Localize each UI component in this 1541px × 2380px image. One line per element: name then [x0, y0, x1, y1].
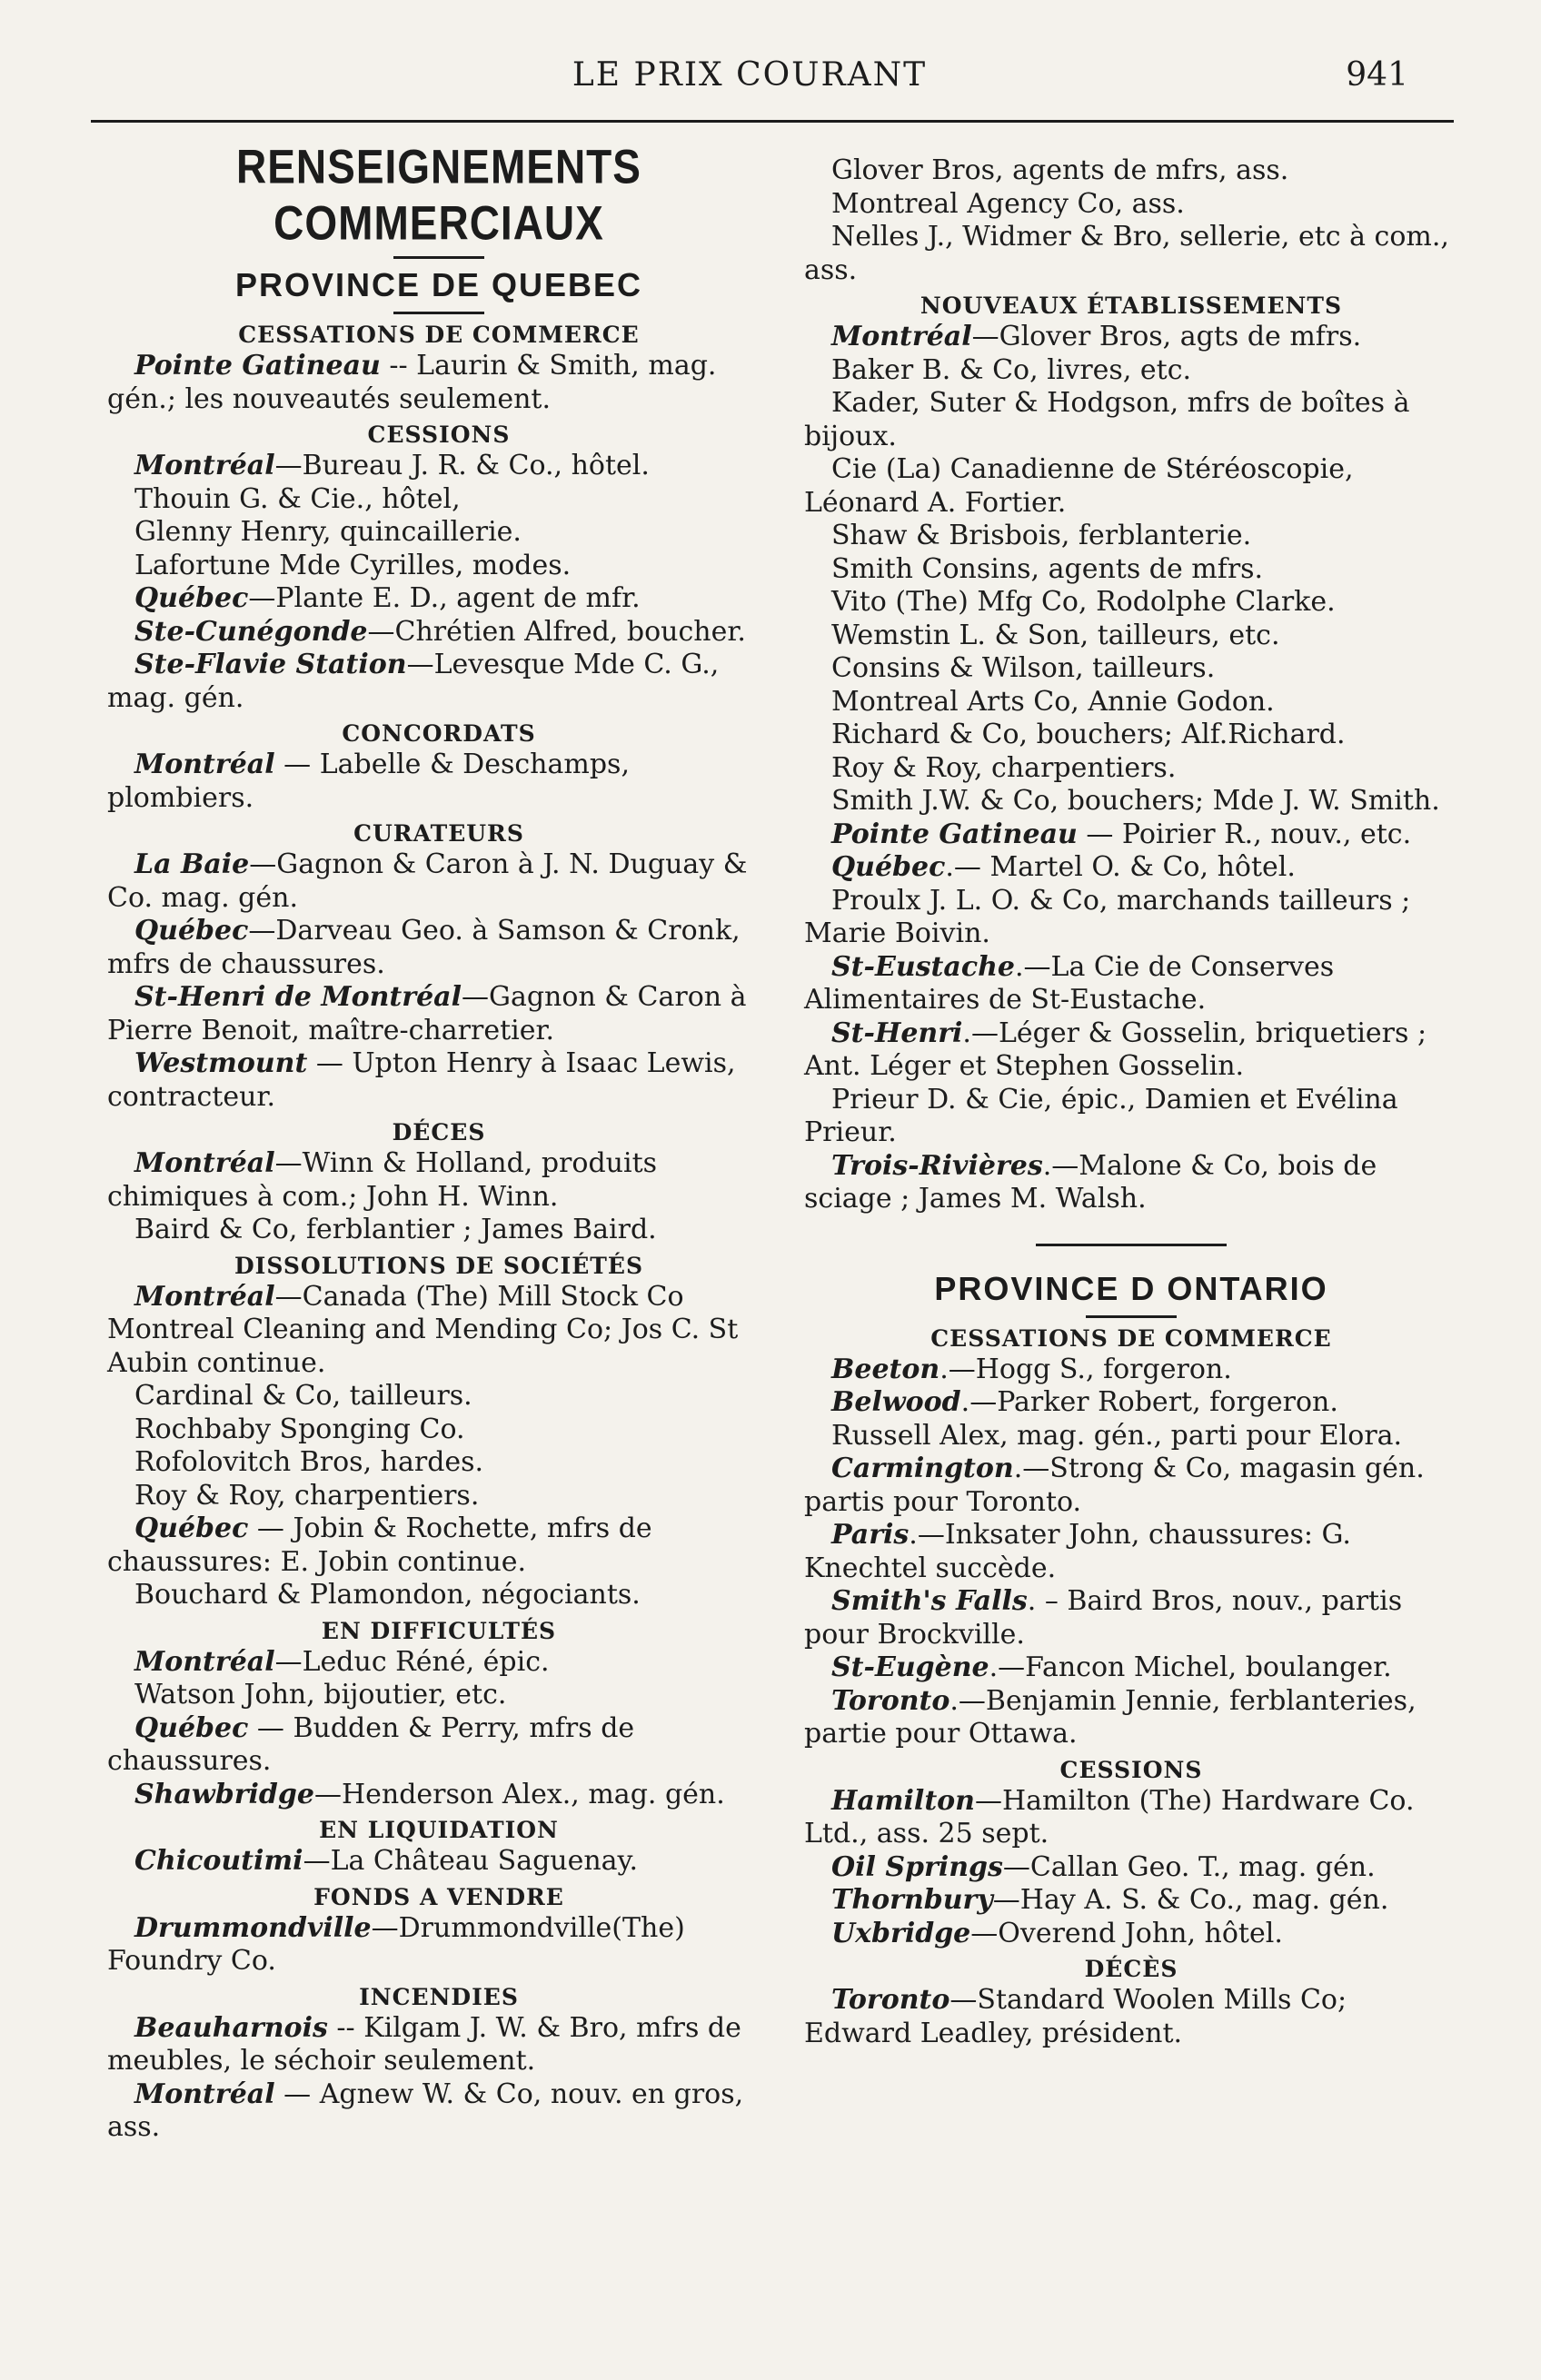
listing-entry: [804, 620, 1458, 653]
listing-entry: [804, 818, 1458, 852]
listing-entry: [804, 1150, 1458, 1216]
entry-text: . – Baird Bros, nouv., partis pour Brockville.: [804, 1585, 1403, 1651]
place-name: Montréal: [134, 1147, 275, 1179]
entry-text: .—Parker Robert, forgeron.: [960, 1386, 1338, 1418]
entry-text: —Standard Woolen Mills Co; Edward Leadley, président.: [804, 1984, 1347, 2049]
listing-entry: [804, 188, 1458, 222]
listing-entry: [804, 1386, 1458, 1420]
listing-entry: [804, 1884, 1458, 1918]
place-name: Québec: [134, 1711, 249, 1744]
listing-entry: [804, 885, 1458, 951]
listing-entry: [107, 1413, 770, 1447]
section-heading: CESSIONS: [1059, 1756, 1203, 1783]
entry-text: —Darveau Geo. à Samson & Cronk, mfrs de chaussures.: [107, 915, 741, 980]
listing-entry: [107, 550, 770, 583]
place-name: Drummondville: [134, 1911, 372, 1944]
place-name: Westmount: [134, 1047, 308, 1079]
divider: [1036, 1244, 1227, 1246]
entry-text: Glenny Henry, quincaillerie.: [134, 516, 522, 548]
section-heading: DISSOLUTIONS DE SOCIÉTÉS: [234, 1252, 644, 1279]
listing-entry: [804, 1354, 1458, 1387]
listing-entry: [804, 453, 1458, 520]
entry-text: Kader, Suter & Hodgson, mfrs de boîtes à bijoux.: [804, 387, 1410, 452]
entry-text: —Gagnon & Caron à J. N. Duguay & Co. mag. gén.: [107, 848, 748, 914]
running-title: LE PRIX COURANT: [572, 56, 928, 94]
place-name: Montréal: [134, 1645, 275, 1678]
listing-entry: [107, 1214, 770, 1247]
listing-entry: [804, 520, 1458, 553]
listing-entry: [804, 719, 1458, 752]
entry-text: — Labelle & Deschamps, plombiers.: [107, 749, 630, 814]
place-name: St-Henri: [831, 1016, 963, 1049]
entry-text: Roy & Roy, charpentiers.: [831, 751, 1177, 784]
entry-text: .—Strong & Co, magasin gén. partis pour Toronto.: [804, 1453, 1425, 1518]
listing-entry: [804, 1918, 1458, 1951]
province-heading-quebec: PROVINCE DE QUEBEC: [234, 266, 643, 303]
listing-entry: [107, 350, 770, 416]
listing-entry: [804, 1519, 1458, 1585]
entry-text: Montreal Agency Co, ass.: [831, 187, 1185, 220]
listing-entry: [804, 321, 1458, 354]
place-name: Oil Springs: [831, 1850, 1003, 1883]
place-name: Belwood: [831, 1386, 961, 1418]
entry-text: —Henderson Alex., mag. gén.: [313, 1778, 725, 1810]
entry-text: — Agnew W. & Co, nouv. en gros, ass.: [107, 2078, 744, 2143]
listing-entry: [804, 652, 1458, 686]
place-name: Beauharnois: [134, 2011, 328, 2044]
place-name: Montréal: [831, 321, 972, 352]
entry-text: .—Fancon Michel, boulanger.: [989, 1651, 1392, 1683]
section-heading: FONDS A VENDRE: [313, 1883, 564, 1910]
listing-entry: [804, 553, 1458, 587]
entry-text: Lafortune Mde Cyrilles, modes.: [134, 549, 572, 581]
place-name: Montréal: [134, 450, 275, 481]
entry-text: Roy & Roy, charpentiers.: [134, 1479, 480, 1512]
listing-entry: [804, 851, 1458, 885]
listing-entry: [804, 752, 1458, 786]
listing-entry: [804, 1084, 1458, 1150]
listing-entry: [107, 1845, 770, 1879]
ontario-sections: [804, 1325, 1458, 2051]
place-name: Beeton: [831, 1353, 940, 1385]
listing-entry: [107, 1147, 770, 1214]
section-heading: EN LIQUIDATION: [319, 1817, 559, 1843]
entry-text: .—Malone & Co, bois de sciage ; James M. Walsh.: [804, 1149, 1377, 1215]
place-name: Montréal: [134, 1280, 275, 1313]
listing-entry: [107, 1047, 770, 1114]
listing-entry: [804, 686, 1458, 719]
place-name: Chicoutimi: [134, 1845, 303, 1877]
place-name: Montréal: [134, 749, 275, 780]
entry-text: —Glover Bros, agts de mfrs.: [971, 321, 1362, 352]
entry-text: Prieur D. & Cie, épic., Damien et Evélina Prieur.: [804, 1083, 1398, 1148]
listing-entry: [107, 1679, 770, 1712]
place-name: Pointe Gatineau: [134, 350, 381, 382]
place-name: Pointe Gatineau: [831, 818, 1078, 850]
header-rule: [91, 120, 1454, 123]
divider: [393, 256, 484, 259]
place-name: Québec: [831, 851, 946, 883]
place-name: Hamilton: [831, 1784, 975, 1817]
listing-entry: [107, 2012, 770, 2078]
masthead: RENSEIGNEMENTS COMMERCIAUX: [236, 139, 641, 250]
entry-text: —Hay A. S. & Co., mag. gén.: [992, 1884, 1389, 1916]
entry-text: Shaw & Brisbois, ferblanterie.: [831, 520, 1252, 551]
listing-entry: [107, 616, 770, 650]
entry-text: —Canada (The) Mill Stock Co Montreal Cleaning and Mending Co; Jos C. St Aubin continue.: [107, 1280, 739, 1379]
entry-text: Montreal Arts Co, Annie Godon.: [831, 685, 1275, 718]
section-heading: NOUVEAUX ÉTABLISSEMENTS: [920, 293, 1343, 319]
place-name: Thornbury: [831, 1884, 993, 1916]
entry-text: Vito (The) Mfg Co, Rodolphe Clarke.: [831, 586, 1336, 618]
listing-entry: [804, 1017, 1458, 1084]
listing-entry: [107, 1512, 770, 1579]
entry-text: —Levesque Mde C. G., mag. gén.: [107, 649, 720, 714]
listing-entry: [107, 1281, 770, 1381]
place-name: Ste-Cunégonde: [134, 615, 368, 648]
divider: [1086, 1315, 1177, 1318]
section-heading: CURATEURS: [353, 820, 524, 847]
listing-entry: [107, 1646, 770, 1680]
entry-text: Nelles J., Widmer & Bro, sellerie, etc à com., ass.: [804, 221, 1449, 286]
right-column: [804, 154, 1458, 2050]
entry-text: — Budden & Perry, mfrs de chaussures.: [107, 1711, 635, 1777]
entry-text: Wemstin L. & Son, tailleurs, etc.: [831, 619, 1280, 651]
listing-entry: [804, 387, 1458, 453]
listing-entry: [107, 1779, 770, 1812]
entry-text: —Callan Geo. T., mag. gén.: [1002, 1850, 1376, 1883]
place-name: St-Henri de Montréal: [134, 981, 462, 1013]
place-name: Carmington: [831, 1453, 1014, 1484]
entry-text: .— Martel O. & Co, hôtel.: [945, 851, 1296, 883]
listing-entry: [107, 1579, 770, 1612]
entry-text: —Overend John, hôtel.: [970, 1917, 1283, 1949]
listing-entry: [804, 1420, 1458, 1453]
place-name: Trois-Rivières: [831, 1149, 1043, 1182]
section-heading: DÉCES: [392, 1119, 486, 1145]
section-heading: EN DIFFICULTÉS: [321, 1617, 557, 1644]
left-column: [107, 139, 770, 2145]
listing-entry: [804, 1785, 1458, 1851]
listing-entry: [107, 1380, 770, 1413]
entry-text: — Jobin & Rochette, mfrs de chaussures: E. Jobin continue.: [107, 1512, 652, 1578]
listing-entry: [804, 586, 1458, 620]
entry-text: —La Château Saguenay.: [303, 1845, 639, 1877]
listing-entry: [804, 1651, 1458, 1685]
listing-entry: [107, 848, 770, 915]
place-name: Shawbridge: [134, 1778, 314, 1810]
listing-entry: [107, 582, 770, 616]
quebec-sections-continued: [804, 293, 1458, 1216]
listing-entry: [107, 1446, 770, 1480]
listing-entry: [804, 1685, 1458, 1751]
place-name: Québec: [134, 1512, 249, 1544]
entry-text: —Chrétien Alfred, boucher.: [367, 615, 746, 648]
listing-entry: [107, 1712, 770, 1779]
entry-text: -- Kilgam J. W. & Bro, mfrs de meubles, le séchoir seulement.: [107, 2011, 741, 2077]
entry-text: — Upton Henry à Isaac Lewis, contracteur.: [107, 1047, 736, 1113]
entry-text: -- Laurin & Smith, mag. gén.; les nouveautés seulement.: [107, 350, 717, 415]
listing-entry: [804, 354, 1458, 388]
entry-text: —Bureau J. R. & Co., hôtel.: [274, 450, 650, 481]
entry-text: .—La Cie de Conserves Alimentaires de St-Eustache.: [804, 950, 1335, 1016]
page-header: [91, 56, 1408, 111]
place-name: Ste-Flavie Station: [134, 649, 407, 680]
entry-text: Cardinal & Co, tailleurs.: [134, 1380, 472, 1412]
place-name: La Baie: [134, 848, 250, 880]
listing-entry: [107, 649, 770, 715]
entry-text: Thouin G. & Cie., hôtel,: [134, 482, 461, 515]
entry-text: Watson John, bijoutier, etc.: [134, 1679, 507, 1711]
entry-text: — Poirier R., nouv., etc.: [1077, 818, 1412, 850]
listing-entry: [804, 1984, 1458, 2050]
place-name: Québec: [134, 915, 249, 947]
listing-entry: [804, 1851, 1458, 1885]
entry-text: Rochbaby Sponging Co.: [134, 1413, 465, 1445]
place-name: Uxbridge: [831, 1917, 971, 1949]
listing-entry: [804, 951, 1458, 1017]
entry-text: Consins & Wilson, tailleurs.: [831, 652, 1216, 684]
page-number: 941: [1346, 56, 1408, 94]
entry-text: —Winn & Holland, produits chimiques à com.; John H. Winn.: [107, 1147, 658, 1213]
entry-text: Baird & Co, ferblantier ; James Baird.: [134, 1214, 657, 1245]
entry-text: —Leduc Réné, épic.: [274, 1645, 550, 1678]
entry-text: .—Léger & Gosselin, briquetiers ; Ant. Léger et Stephen Gosselin.: [804, 1016, 1427, 1082]
place-name: Smith's Falls: [831, 1585, 1028, 1617]
listing-entry: [107, 516, 770, 550]
listing-entry: [107, 981, 770, 1047]
listing-entry: [804, 154, 1458, 188]
entry-text: Smith Consins, agents de mfrs.: [831, 552, 1264, 585]
listing-entry: [804, 785, 1458, 818]
entry-text: Richard & Co, bouchers; Alf.Richard.: [831, 719, 1346, 750]
listing-entry: [107, 483, 770, 517]
place-name: Québec: [134, 582, 249, 614]
entry-text: Cie (La) Canadienne de Stéréoscopie, Léonard A. Fortier.: [804, 453, 1354, 519]
listing-entry: [804, 1585, 1458, 1651]
place-name: St-Eugène: [831, 1651, 989, 1683]
entry-text: Rofolovitch Bros, hardes.: [134, 1446, 484, 1478]
listing-entry: [107, 915, 770, 981]
place-name: St-Eustache: [831, 950, 1016, 983]
listing-entry: [107, 2078, 770, 2145]
listing-entry: [107, 1480, 770, 1513]
section-heading: CESSATIONS DE COMMERCE: [238, 322, 640, 348]
section-heading: CONCORDATS: [342, 720, 536, 747]
divider: [393, 312, 484, 314]
listing-entry: [107, 749, 770, 815]
place-name: Montréal: [134, 2078, 275, 2110]
listing-entry: [107, 450, 770, 483]
entry-text: Bouchard & Plamondon, négociants.: [134, 1579, 641, 1611]
entry-text: —Hamilton (The) Hardware Co. Ltd., ass. 25 sept.: [804, 1784, 1415, 1849]
listing-entry: [804, 221, 1458, 287]
listing-entry: [107, 1912, 770, 1978]
place-name: Paris: [831, 1519, 910, 1551]
section-heading: CESSATIONS DE COMMERCE: [930, 1324, 1332, 1352]
listing-entry: [804, 1453, 1458, 1519]
entry-text: Baker B. & Co, livres, etc.: [831, 353, 1192, 386]
entry-text: Smith J.W. & Co, bouchers; Mde J. W. Smith.: [831, 785, 1440, 817]
entry-text: —Drummondville(The) Foundry Co.: [107, 1911, 685, 1977]
entry-text: .—Hogg S., forgeron.: [940, 1353, 1232, 1385]
place-name: Toronto: [831, 1984, 950, 2016]
section-heading: DÉCÈS: [1084, 1956, 1178, 1982]
place-name: Toronto: [831, 1684, 950, 1717]
entry-text: Russell Alex, mag. gén., parti pour Elora.: [831, 1419, 1403, 1452]
quebec-sections: [107, 322, 770, 2145]
entry-text: .—Benjamin Jennie, ferblanteries, partie pour Ottawa.: [804, 1684, 1417, 1750]
entry-text: —Plante E. D., agent de mfr.: [248, 582, 641, 614]
continued-entries: [804, 154, 1458, 287]
entry-text: .—Inksater John, chaussures: G. Knechtel succède.: [804, 1519, 1351, 1584]
section-heading: INCENDIES: [359, 1983, 519, 2010]
entry-text: Glover Bros, agents de mfrs, ass.: [831, 154, 1289, 186]
section-heading: CESSIONS: [367, 421, 511, 448]
province-heading-ontario: PROVINCE D ONTARIO: [934, 1269, 1328, 1307]
entry-text: —Gagnon & Caron à Pierre Benoit, maître-charretier.: [107, 981, 747, 1046]
entry-text: Proulx J. L. O. & Co, marchands tailleurs ; Marie Boivin.: [804, 884, 1411, 949]
